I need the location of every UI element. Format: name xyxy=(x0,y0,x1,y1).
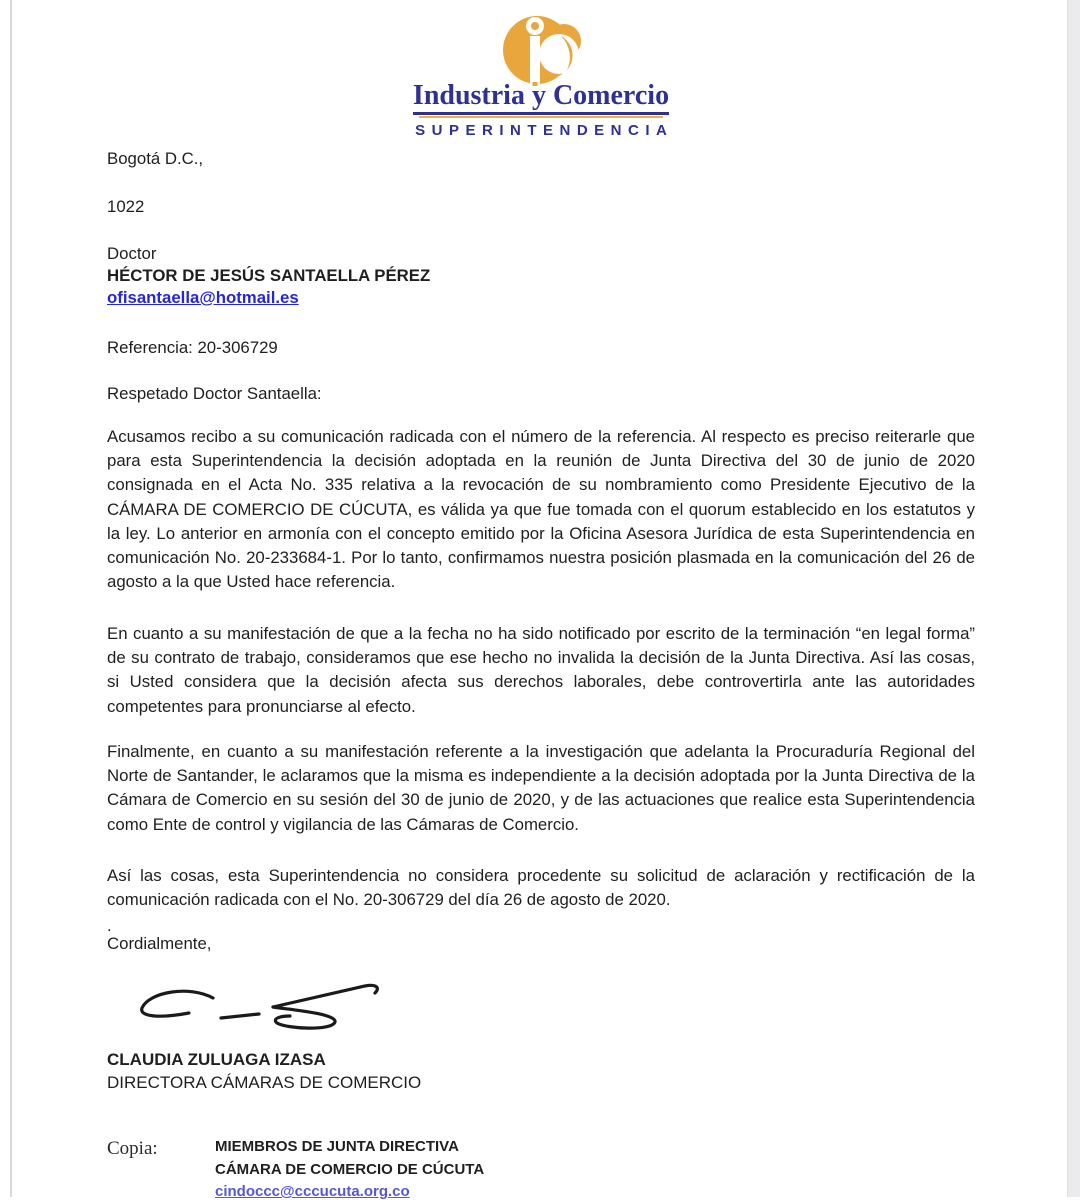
recipient-block xyxy=(107,243,430,309)
scrollbar-track[interactable] xyxy=(1067,0,1080,1197)
recipient-email-link[interactable]: ofisantaella@hotmail.es xyxy=(107,288,299,307)
logo-title: Industria y Comercio xyxy=(413,82,669,115)
paragraph-1: Acusamos recibo a su comunicación radicada con el número de la referencia. Al respecto es preciso reiterarle que para esta Superintendencia la decisión adoptada en la reunión de Junta Directiva del 30 de junio de 2020 consignada en el Acta No. 335 relativa a la revocación de su nombramiento como Presidente Ejecutivo de la CÁMARA DE COMERCIO DE CÚCUTA, es válida ya que fue tomada con el quorum establecido en los estatutos y la ley. Lo anterior en armonía con el concepto emitido por la Oficina Asesora Jurídica de esta Superintendencia en comunicación No. 20-233684-1. Por lo tanto, confirmamos nuestra posición plasmada en la comunicación del 26 de agosto a la que Usted hace referencia. xyxy=(107,427,975,592)
signer-name: CLAUDIA ZULUAGA IZASA xyxy=(107,1050,326,1069)
stray-period: . xyxy=(107,916,112,935)
copy-line-1: MIEMBROS DE JUNTA DIRECTIVA xyxy=(215,1138,459,1155)
copy-email-link[interactable]: cindoccc@cccucuta.org.co xyxy=(215,1183,410,1200)
logo-gold-line xyxy=(419,116,663,118)
recipient-name: HÉCTOR DE JESÚS SANTAELLA PÉREZ xyxy=(107,266,431,285)
paragraph-3: Finalmente, en cuanto a su manifestación referente a la investigación que adelanta la Procuraduría Regional del Norte de Santander, le aclaramos que la misma es independiente a la decisión adoptada por la Junta Directiva de la Cámara de Comercio en su sesión del 30 de junio de 2020, y de las actuaciones que realice esta Superintendencia como Ente de control y vigilancia de las Cámaras de Comercio. xyxy=(107,742,975,834)
copy-line-2: CÁMARA DE COMERCIO DE CÚCUTA xyxy=(215,1160,485,1178)
signature-image xyxy=(125,976,405,1038)
sic-logo xyxy=(107,8,975,139)
page-edge-left xyxy=(10,0,12,1197)
logo-subtitle: SUPERINTENDENCIA xyxy=(415,122,674,139)
copy-label: Copia: xyxy=(107,1138,158,1159)
paragraph-2: En cuanto a su manifestación de que a la fecha no ha sido notificado por escrito de la terminación “en legal forma” de su contrato de trabajo, consideramos que ese hecho no invalida la decisión de la Junta Directiva. Así las cosas, si Usted considera que la decisión afecta sus derechos laborales, debe controvertirla ante las autoridades competentes para pronunciarse al efecto. xyxy=(107,624,975,716)
reference-line: Referencia: 20-306729 xyxy=(107,338,278,357)
closing-line: Cordialmente, xyxy=(107,934,212,953)
document-number: 1022 xyxy=(107,197,145,216)
city-line: Bogotá D.C., xyxy=(107,149,204,168)
recipient-title: Doctor xyxy=(107,244,157,263)
copy-block xyxy=(215,1136,484,1204)
paragraph-4: Así las cosas, esta Superintendencia no considera procedente su solicitud de aclaración y rectificación de la comunicación radicada con el No. 20-306729 del día 26 de agosto de 2020. xyxy=(107,866,975,910)
sic-logo-icon xyxy=(501,8,581,86)
greeting-line: Respetado Doctor Santaella: xyxy=(107,384,322,403)
signer-title: DIRECTORA CÁMARAS DE COMERCIO xyxy=(107,1073,422,1092)
